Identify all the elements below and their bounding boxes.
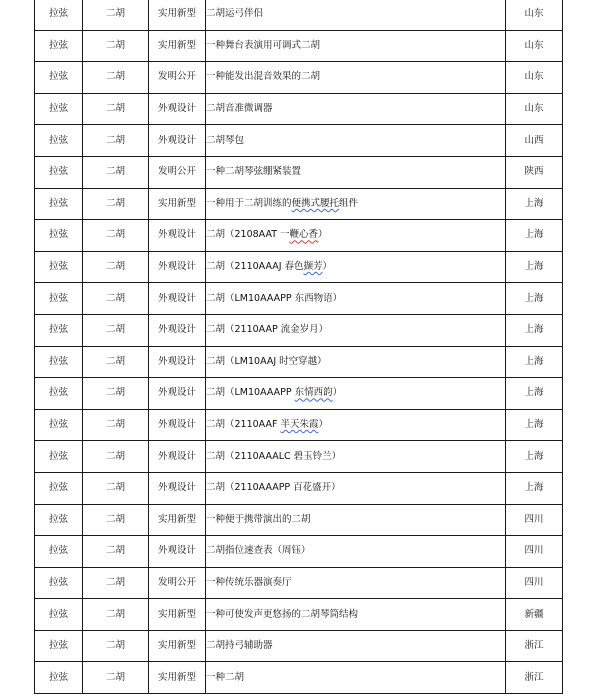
cell-province: 浙江: [506, 630, 563, 662]
table-row: [35, 188, 563, 220]
cell-instrument: 二胡: [83, 30, 149, 62]
cell-instrument: 二胡: [83, 251, 149, 283]
cell-instrument: 二胡: [83, 0, 149, 30]
cell-patent-name: [206, 251, 506, 283]
table-row: [35, 662, 563, 694]
cell-category: 拉弦: [35, 662, 83, 694]
cell-instrument: 二胡: [83, 378, 149, 410]
cell-province: 上海: [506, 441, 563, 473]
cell-province: 山西: [506, 125, 563, 157]
cell-category: 拉弦: [35, 251, 83, 283]
cell-category: 拉弦: [35, 0, 83, 30]
cell-patent-name: 二胡（2110AAAPP 百花盛开）: [206, 472, 506, 504]
cell-province: 上海: [506, 314, 563, 346]
cell-province: 浙江: [506, 662, 563, 694]
cell-instrument: 二胡: [83, 441, 149, 473]
cell-patent-name: 一种可使发声更悠扬的二胡琴筒结构: [206, 599, 506, 631]
cell-patent-name: 二胡（LM10AAJ 时空穿越）: [206, 346, 506, 378]
cell-patent-name: 二胡运弓伴侣: [206, 0, 506, 30]
patent-table-body: [35, 0, 563, 694]
cell-patent-name: 二胡（2110AAP 流金岁月）: [206, 314, 506, 346]
patent-name-text: 二胡（2110AAF: [206, 419, 281, 431]
cell-province: 四川: [506, 567, 563, 599]
table-row: [35, 409, 563, 441]
cell-instrument: 二胡: [83, 283, 149, 315]
cell-instrument: 二胡: [83, 504, 149, 536]
cell-patent-type: 发明公开: [149, 567, 206, 599]
spellcheck-marked-text: 东情西韵: [294, 387, 333, 399]
cell-instrument: 二胡: [83, 599, 149, 631]
cell-instrument: 二胡: [83, 220, 149, 252]
patent-name-text: ）: [318, 419, 328, 431]
table-row: [35, 630, 563, 662]
table-row: [35, 599, 563, 631]
cell-patent-type: 实用新型: [149, 0, 206, 30]
cell-category: 拉弦: [35, 409, 83, 441]
cell-instrument: 二胡: [83, 156, 149, 188]
table-row: [35, 314, 563, 346]
table-row: [35, 441, 563, 473]
cell-instrument: 二胡: [83, 472, 149, 504]
spellcheck-marked-text: 便携式腰托: [291, 197, 340, 209]
cell-patent-type: 实用新型: [149, 599, 206, 631]
cell-patent-name: 二胡音准微调器: [206, 93, 506, 125]
cell-patent-type: 外观设计: [149, 409, 206, 441]
cell-instrument: 二胡: [83, 188, 149, 220]
cell-patent-type: 实用新型: [149, 662, 206, 694]
cell-province: 山东: [506, 62, 563, 94]
patent-name-text: ）: [332, 387, 343, 399]
cell-category: 拉弦: [35, 283, 83, 315]
cell-patent-type: 外观设计: [149, 441, 206, 473]
cell-category: 拉弦: [35, 472, 83, 504]
patent-name-text: 二胡（2110AAAJ 春色: [206, 261, 304, 273]
table-row: [35, 156, 563, 188]
cell-province: 陕西: [506, 156, 563, 188]
cell-category: 拉弦: [35, 30, 83, 62]
cell-patent-name: 一种传统乐器演奏厅: [206, 567, 506, 599]
cell-category: 拉弦: [35, 346, 83, 378]
table-row: [35, 125, 563, 157]
cell-province: 上海: [506, 378, 563, 410]
cell-category: 拉弦: [35, 62, 83, 94]
cell-patent-name: 一种能发出混音效果的二胡: [206, 62, 506, 94]
cell-instrument: 二胡: [83, 93, 149, 125]
cell-instrument: 二胡: [83, 346, 149, 378]
cell-patent-name: 二胡（2110AAALC 碧玉铃兰）: [206, 441, 506, 473]
cell-province: 上海: [506, 346, 563, 378]
cell-patent-name: 二胡琴包: [206, 125, 506, 157]
cell-category: 拉弦: [35, 504, 83, 536]
patent-table: [34, 0, 563, 694]
cell-category: 拉弦: [35, 125, 83, 157]
cell-patent-type: 外观设计: [149, 251, 206, 283]
cell-category: 拉弦: [35, 93, 83, 125]
cell-instrument: 二胡: [83, 125, 149, 157]
cell-patent-type: 外观设计: [149, 283, 206, 315]
cell-patent-type: 实用新型: [149, 630, 206, 662]
cell-patent-type: 外观设计: [149, 314, 206, 346]
cell-province: 上海: [506, 472, 563, 504]
spellcheck-marked-text: 撷芳: [303, 261, 323, 273]
cell-province: 四川: [506, 504, 563, 536]
cell-patent-type: 外观设计: [149, 472, 206, 504]
cell-patent-name: 一种二胡琴弦绷紧装置: [206, 156, 506, 188]
table-row: [35, 346, 563, 378]
patent-name-text: ）: [318, 229, 328, 241]
table-row: [35, 93, 563, 125]
cell-instrument: 二胡: [83, 630, 149, 662]
cell-patent-type: 实用新型: [149, 504, 206, 536]
cell-patent-type: 外观设计: [149, 346, 206, 378]
patent-name-text: 二胡（2108AAT 一: [206, 229, 290, 241]
cell-province: 山东: [506, 93, 563, 125]
cell-instrument: 二胡: [83, 314, 149, 346]
cell-province: 上海: [506, 409, 563, 441]
cell-patent-name: 一种舞台表演用可调式二胡: [206, 30, 506, 62]
cell-patent-type: 外观设计: [149, 378, 206, 410]
cell-patent-name: 一种便于携带演出的二胡: [206, 504, 506, 536]
cell-patent-name: [206, 220, 506, 252]
table-row: [35, 283, 563, 315]
cell-patent-type: 外观设计: [149, 125, 206, 157]
table-row: [35, 220, 563, 252]
cell-province: 上海: [506, 283, 563, 315]
table-row: [35, 504, 563, 536]
spellcheck-marked-text: 半天朱霞: [280, 419, 319, 431]
table-row: [35, 62, 563, 94]
cell-category: 拉弦: [35, 220, 83, 252]
patent-name-text: 一种用于二胡训练的: [206, 197, 292, 209]
table-row: [35, 472, 563, 504]
cell-instrument: 二胡: [83, 409, 149, 441]
cell-patent-name: 二胡指位速查表（周钰）: [206, 536, 506, 568]
table-row: [35, 30, 563, 62]
cell-category: 拉弦: [35, 314, 83, 346]
cell-patent-type: 发明公开: [149, 62, 206, 94]
cell-patent-type: 实用新型: [149, 188, 206, 220]
table-row: [35, 378, 563, 410]
table-row: [35, 0, 563, 30]
cell-province: 上海: [506, 188, 563, 220]
cell-instrument: 二胡: [83, 62, 149, 94]
cell-category: 拉弦: [35, 441, 83, 473]
table-row: [35, 536, 563, 568]
cell-category: 拉弦: [35, 378, 83, 410]
cell-category: 拉弦: [35, 536, 83, 568]
patent-name-text: 二胡（LM10AAAPP: [206, 387, 295, 399]
table-row: [35, 251, 563, 283]
cell-province: 上海: [506, 220, 563, 252]
cell-province: 山东: [506, 30, 563, 62]
patent-name-text: 组件: [339, 197, 359, 209]
cell-patent-type: 外观设计: [149, 536, 206, 568]
cell-patent-type: 实用新型: [149, 30, 206, 62]
cell-patent-name: [206, 378, 506, 410]
cell-patent-name: 一种二胡: [206, 662, 506, 694]
cell-patent-name: [206, 409, 506, 441]
cell-province: 四川: [506, 536, 563, 568]
cell-patent-name: [206, 188, 506, 220]
cell-patent-type: 发明公开: [149, 156, 206, 188]
cell-category: 拉弦: [35, 567, 83, 599]
patent-name-text: ）: [322, 261, 333, 273]
cell-category: 拉弦: [35, 630, 83, 662]
cell-instrument: 二胡: [83, 536, 149, 568]
cell-instrument: 二胡: [83, 567, 149, 599]
cell-instrument: 二胡: [83, 662, 149, 694]
cell-province: 山东: [506, 0, 563, 30]
cell-province: 新疆: [506, 599, 563, 631]
cell-province: 上海: [506, 251, 563, 283]
spellcheck-marked-text: 鞭心香: [289, 229, 319, 241]
cell-patent-name: 二胡持弓辅助器: [206, 630, 506, 662]
cell-patent-type: 外观设计: [149, 93, 206, 125]
table-row: [35, 567, 563, 599]
cell-category: 拉弦: [35, 188, 83, 220]
cell-category: 拉弦: [35, 156, 83, 188]
cell-patent-name: 二胡（LM10AAAPP 东西物语）: [206, 283, 506, 315]
cell-category: 拉弦: [35, 599, 83, 631]
cell-patent-type: 外观设计: [149, 220, 206, 252]
